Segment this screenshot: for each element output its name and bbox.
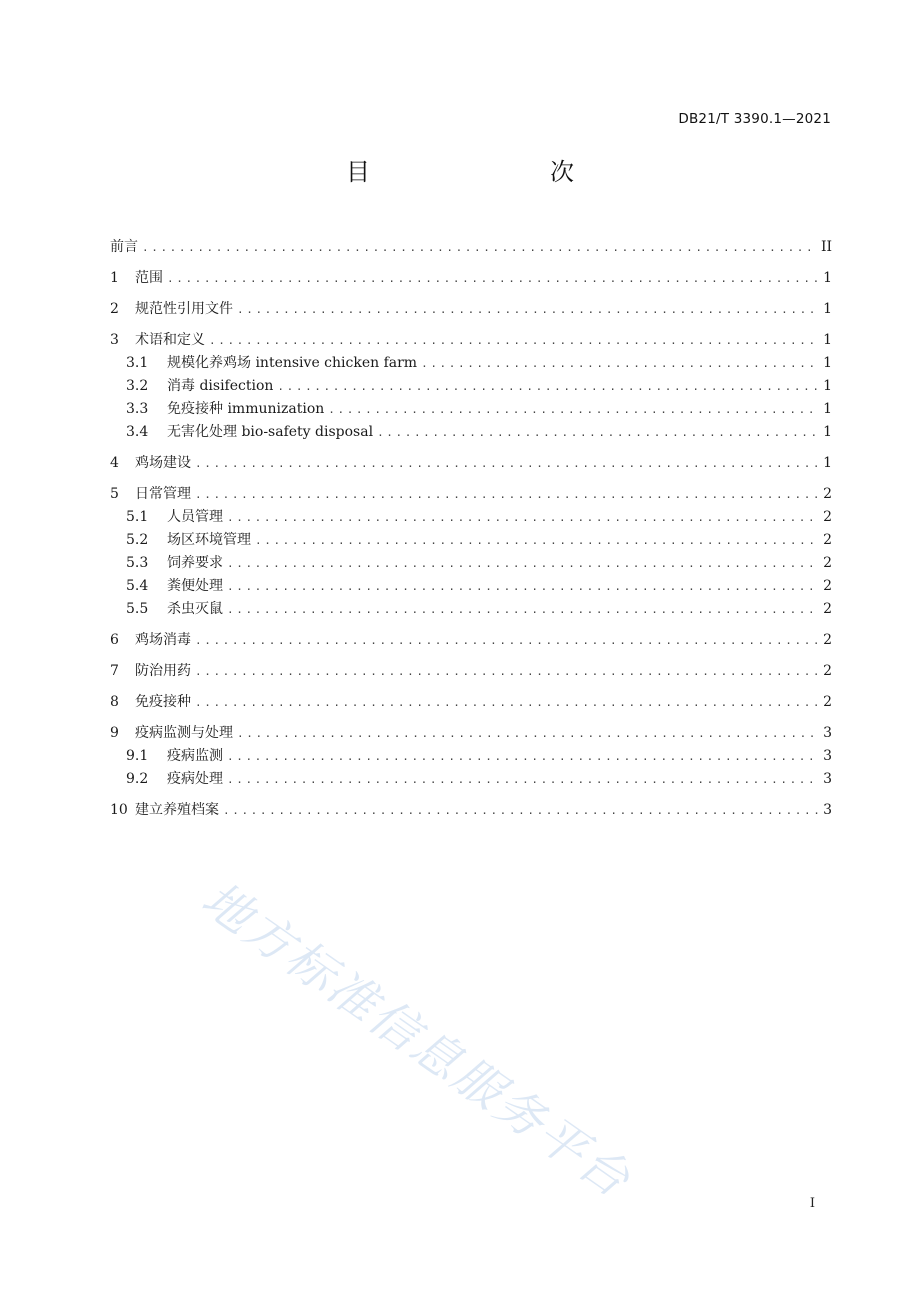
toc-entry-number: 5.4 <box>126 578 149 594</box>
toc-entry-page: 2 <box>823 578 832 594</box>
toc-entry-page: 2 <box>823 663 832 679</box>
toc-entry-number: 10 <box>110 802 128 818</box>
toc-entry-number: 4 <box>110 455 119 471</box>
toc-entry-number: 7 <box>110 663 119 679</box>
toc-entry[interactable] <box>110 298 832 321</box>
toc-entry-title: 场区环境管理 <box>167 532 251 548</box>
toc-leader-dots <box>227 506 819 529</box>
toc-entry-page: 1 <box>823 378 832 394</box>
toc-entry-number: 5.5 <box>126 601 149 617</box>
toc-entry-title: 前言 <box>110 239 138 255</box>
toc-entry-number: 3.2 <box>126 378 149 394</box>
toc-leader-dots <box>237 722 819 745</box>
toc-leader-dots <box>195 483 819 506</box>
toc-entry-number: 2 <box>110 301 119 317</box>
toc-entry-title: 鸡场消毒 <box>135 632 191 648</box>
toc-entry[interactable] <box>110 552 832 575</box>
toc-entry-page: 1 <box>823 424 832 440</box>
toc-entry-number: 6 <box>110 632 119 648</box>
toc-entry-page: 2 <box>823 632 832 648</box>
toc-entry[interactable] <box>110 352 832 375</box>
toc-entry-page: 2 <box>823 509 832 525</box>
toc-leader-dots <box>195 452 819 475</box>
toc-entry[interactable] <box>110 375 832 398</box>
toc-entry-number: 9 <box>110 725 119 741</box>
toc-leader-dots <box>227 552 819 575</box>
toc-entry-number: 5 <box>110 486 119 502</box>
toc-entry-title: 无害化处理 bio-safety disposal <box>167 424 374 440</box>
toc-entry-title: 疫病处理 <box>167 771 223 787</box>
toc-entry[interactable] <box>110 799 832 822</box>
toc-entry-number: 5.3 <box>126 555 149 571</box>
toc-entry[interactable] <box>110 691 832 714</box>
toc-entry-page: 3 <box>823 725 832 741</box>
toc-entry[interactable] <box>110 398 832 421</box>
toc-entry-page: 2 <box>823 694 832 710</box>
toc-entry[interactable] <box>110 483 832 506</box>
toc-entry-page: 1 <box>823 332 832 348</box>
toc-entry-page: 2 <box>823 601 832 617</box>
toc-entry-page: II <box>820 239 832 255</box>
toc-leader-dots <box>227 768 819 791</box>
toc-entry-number: 1 <box>110 270 119 286</box>
toc-entry-number: 9.2 <box>126 771 149 787</box>
document-code: DB21/T 3390.1—2021 <box>678 111 831 127</box>
toc-entry[interactable] <box>110 660 832 683</box>
toc-leader-dots <box>195 629 819 652</box>
toc-entry[interactable] <box>110 267 832 290</box>
toc-entry-title: 消毒 disifection <box>167 378 274 394</box>
page-title: 目 次 <box>346 158 618 186</box>
toc-entry[interactable] <box>110 421 832 444</box>
toc-entry-page: 1 <box>823 355 832 371</box>
toc-entry-title: 防治用药 <box>135 663 191 679</box>
toc-entry[interactable] <box>110 529 832 552</box>
toc-leader-dots <box>255 529 819 552</box>
toc-entry-title: 粪便处理 <box>167 578 223 594</box>
toc-entry[interactable] <box>110 745 832 768</box>
toc-leader-dots <box>227 598 819 621</box>
toc-entry-title: 规范性引用文件 <box>135 301 233 317</box>
toc-entry-page: 1 <box>823 455 832 471</box>
toc-leader-dots <box>209 329 819 352</box>
toc-entry-number: 3.1 <box>126 355 149 371</box>
toc-entry[interactable] <box>110 722 832 745</box>
toc-entry-page: 2 <box>823 532 832 548</box>
watermark: 地方标准信息服务平台 <box>191 871 642 1210</box>
toc-entry[interactable] <box>110 598 832 621</box>
toc-entry-number: 5.2 <box>126 532 149 548</box>
toc-entry-page: 3 <box>823 771 832 787</box>
page-number: I <box>809 1196 815 1211</box>
toc-entry[interactable] <box>110 236 832 259</box>
toc-entry-number: 3 <box>110 332 119 348</box>
toc-entry-title: 规模化养鸡场 intensive chicken farm <box>167 355 418 371</box>
toc-entry-page: 1 <box>823 401 832 417</box>
toc-entry-page: 3 <box>823 802 832 818</box>
toc-entry-title: 免疫接种 <box>135 694 191 710</box>
toc-entry-title: 免疫接种 immunization <box>167 401 325 417</box>
toc-leader-dots <box>223 799 819 822</box>
toc-leader-dots <box>227 575 819 598</box>
toc-leader-dots <box>377 421 819 444</box>
toc-entry-title: 术语和定义 <box>135 332 205 348</box>
toc-entry-number: 8 <box>110 694 119 710</box>
toc-leader-dots <box>227 745 819 768</box>
toc-leader-dots <box>142 236 817 259</box>
toc-entry-title: 疫病监测与处理 <box>135 725 233 741</box>
toc-leader-dots <box>195 660 819 683</box>
toc-entry-number: 3.4 <box>126 424 149 440</box>
table-of-contents <box>110 236 832 822</box>
toc-entry-number: 5.1 <box>126 509 149 525</box>
toc-leader-dots <box>237 298 819 321</box>
toc-entry-title: 鸡场建设 <box>135 455 191 471</box>
toc-entry-page: 1 <box>823 301 832 317</box>
toc-entry[interactable] <box>110 506 832 529</box>
toc-leader-dots <box>421 352 819 375</box>
toc-entry[interactable] <box>110 329 832 352</box>
toc-entry-page: 1 <box>823 270 832 286</box>
toc-entry-page: 2 <box>823 555 832 571</box>
toc-entry-title: 疫病监测 <box>167 748 223 764</box>
toc-entry[interactable] <box>110 768 832 791</box>
toc-entry-number: 3.3 <box>126 401 149 417</box>
toc-entry-title: 饲养要求 <box>167 555 223 571</box>
toc-leader-dots <box>167 267 819 290</box>
toc-entry-title: 人员管理 <box>167 509 223 525</box>
toc-entry-number: 9.1 <box>126 748 149 764</box>
toc-leader-dots <box>195 691 819 714</box>
toc-entry[interactable] <box>110 629 832 652</box>
toc-entry-title: 建立养殖档案 <box>135 802 219 818</box>
toc-leader-dots <box>328 398 819 421</box>
toc-entry[interactable] <box>110 452 832 475</box>
toc-entry[interactable] <box>110 575 832 598</box>
toc-entry-page: 2 <box>823 486 832 502</box>
toc-entry-title: 范围 <box>135 270 163 286</box>
toc-entry-title: 杀虫灭鼠 <box>167 601 223 617</box>
toc-leader-dots <box>277 375 819 398</box>
toc-entry-page: 3 <box>823 748 832 764</box>
toc-entry-title: 日常管理 <box>135 486 191 502</box>
